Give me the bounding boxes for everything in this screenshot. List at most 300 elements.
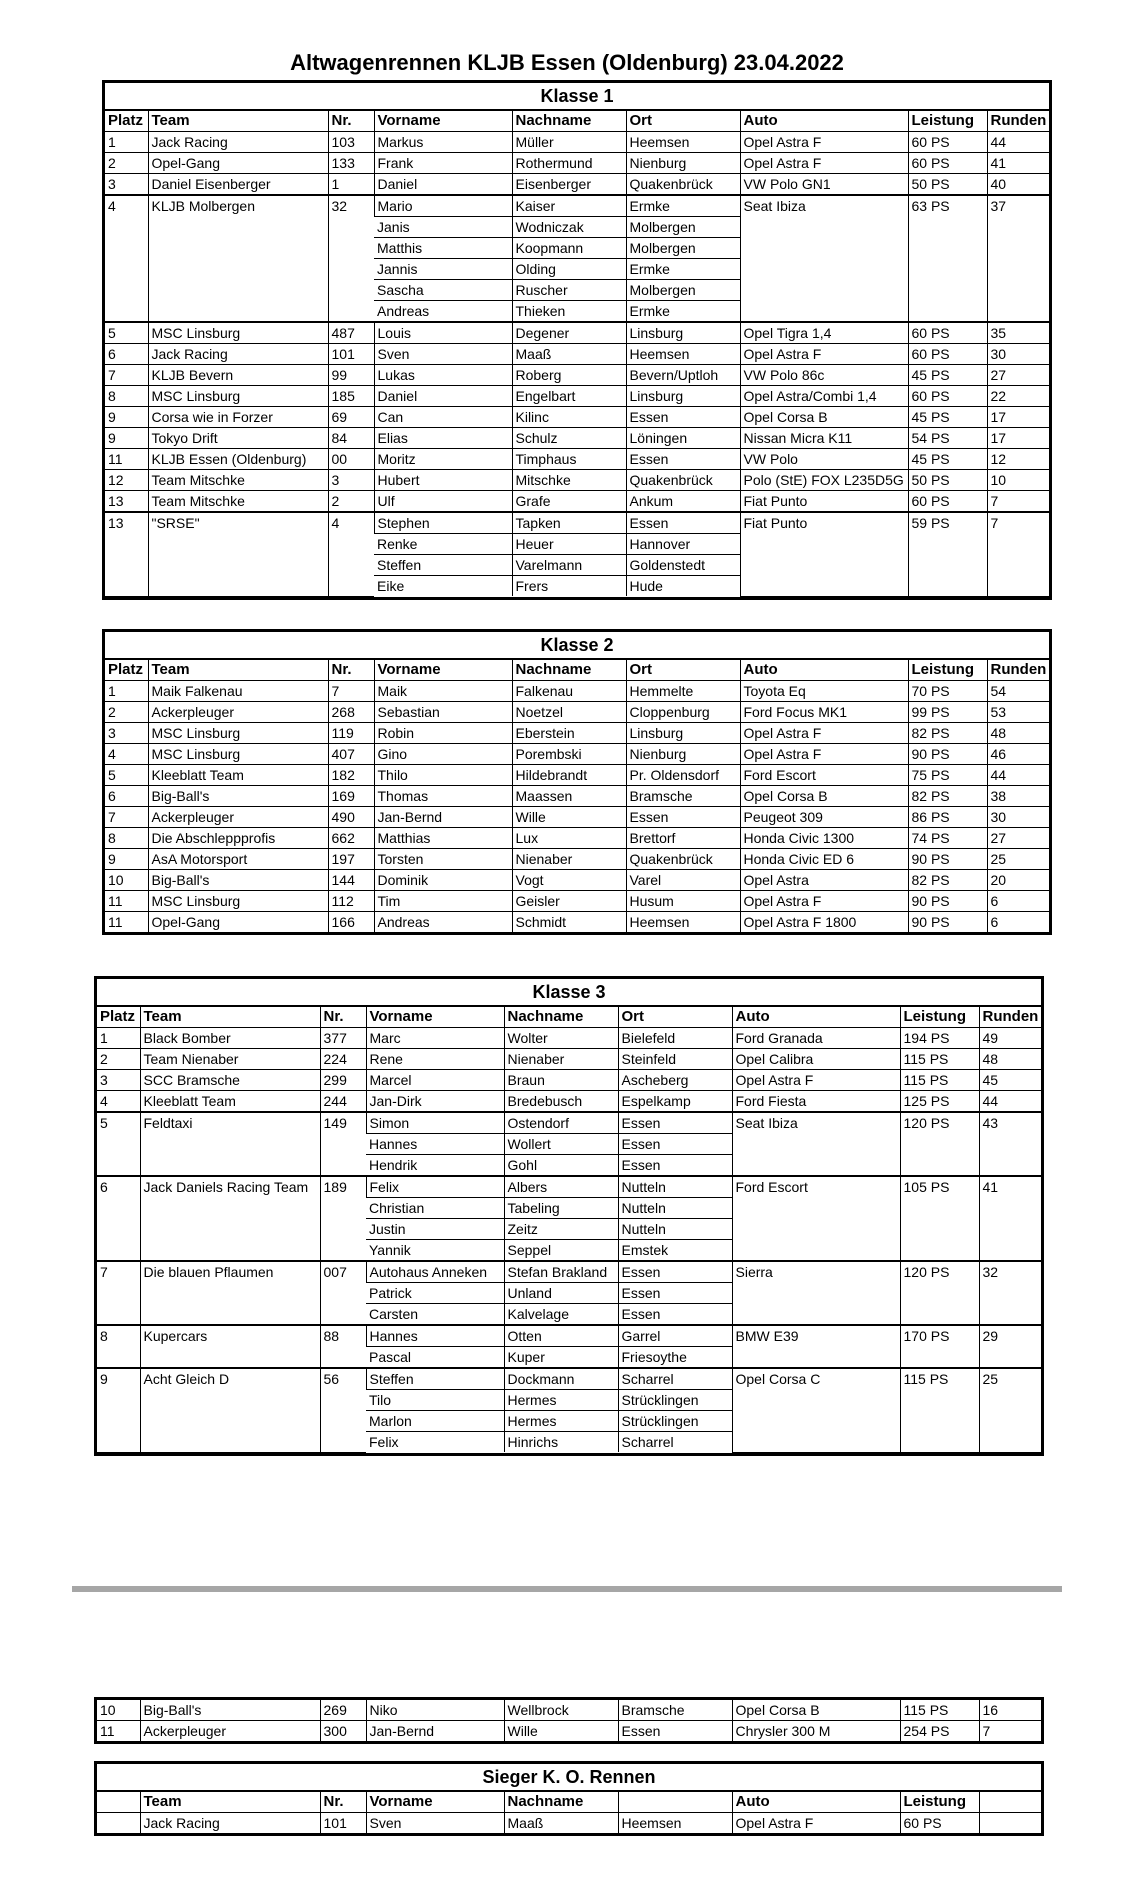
platz-cell: 13 — [105, 512, 148, 596]
header-nachname: Nachname — [512, 111, 626, 132]
ort-cell: Heemsen — [626, 344, 740, 365]
header-platz: Platz — [97, 1007, 140, 1028]
leistung-cell: 70 PS — [908, 681, 987, 702]
auto-cell: BMW E39 — [732, 1325, 900, 1368]
ort-cell: Molbergen — [626, 280, 740, 301]
runden-cell: 32 — [979, 1261, 1041, 1325]
table-row — [105, 512, 1049, 534]
runden-cell: 7 — [987, 512, 1049, 596]
table-row — [105, 786, 1049, 807]
vorname-cell: Andreas — [374, 301, 512, 323]
nr-cell: 99 — [328, 365, 374, 386]
auto-cell: Opel Corsa C — [732, 1368, 900, 1452]
nachname-cell: Degener — [512, 322, 626, 344]
nr-cell: 1 — [328, 174, 374, 196]
auto-cell: Ford Fiesta — [732, 1091, 900, 1113]
nachname-cell: Dockmann — [504, 1368, 618, 1390]
auto-cell: Opel Astra F — [740, 132, 908, 153]
nachname-cell: Unland — [504, 1283, 618, 1304]
runden-cell: 20 — [987, 870, 1049, 891]
header-runden: Runden — [979, 1007, 1041, 1028]
auto-cell: Opel Astra F — [732, 1070, 900, 1091]
auto-cell: Opel Tigra 1,4 — [740, 322, 908, 344]
runden-cell: 40 — [987, 174, 1049, 196]
nachname-cell: Engelbart — [512, 386, 626, 407]
table-row — [105, 681, 1049, 702]
table-row — [105, 365, 1049, 386]
nr-cell: 7 — [328, 681, 374, 702]
ort-cell: Essen — [618, 1283, 732, 1304]
table-row — [105, 132, 1049, 153]
leistung-cell: 115 PS — [900, 1049, 979, 1070]
platz-cell: 8 — [105, 828, 148, 849]
platz-cell: 5 — [105, 765, 148, 786]
team-cell: Big-Ball's — [148, 870, 328, 891]
vorname-cell: Lukas — [374, 365, 512, 386]
team-cell: Big-Ball's — [148, 786, 328, 807]
runden-cell: 12 — [987, 449, 1049, 470]
nachname-cell: Nienaber — [504, 1049, 618, 1070]
table-row — [105, 153, 1049, 174]
runden-cell: 27 — [987, 365, 1049, 386]
team-cell: Team Mitschke — [148, 491, 328, 513]
leistung-cell: 60 PS — [908, 491, 987, 513]
ort-cell: Scharrel — [618, 1432, 732, 1453]
nachname-cell: Frers — [512, 576, 626, 597]
runden-cell: 35 — [987, 322, 1049, 344]
auto-cell: Polo (StE) FOX L235D5G — [740, 470, 908, 491]
platz-cell: 8 — [105, 386, 148, 407]
auto-cell: Honda Civic 1300 — [740, 828, 908, 849]
ort-cell: Linsburg — [626, 386, 740, 407]
header-nr: Nr. — [328, 111, 374, 132]
runden-cell: 49 — [979, 1028, 1041, 1049]
team-cell: Die blauen Pflaumen — [140, 1261, 320, 1325]
nachname-cell: Wille — [512, 807, 626, 828]
table-row — [97, 1368, 1041, 1390]
header-vorname: Vorname — [366, 1007, 504, 1028]
leistung-cell: 120 PS — [900, 1261, 979, 1325]
ort-cell: Quakenbrück — [626, 174, 740, 196]
ort-cell: Ermke — [626, 195, 740, 217]
header-leistung: Leistung — [908, 660, 987, 681]
vorname-cell: Jannis — [374, 259, 512, 280]
ort-cell: Heemsen — [626, 912, 740, 933]
vorname-cell: Hannes — [366, 1325, 504, 1347]
table-row — [105, 702, 1049, 723]
runden-cell: 29 — [979, 1325, 1041, 1368]
nachname-cell: Stefan Brakland — [504, 1261, 618, 1283]
runden-cell: 7 — [979, 1721, 1041, 1742]
vorname-cell: Stephen — [374, 512, 512, 534]
ort-cell: Nienburg — [626, 744, 740, 765]
vorname-cell: Jan-Dirk — [366, 1091, 504, 1113]
auto-cell: Opel Astra F 1800 — [740, 912, 908, 933]
nr-cell: 185 — [328, 386, 374, 407]
header-ort — [618, 1792, 732, 1813]
ort-cell: Ankum — [626, 491, 740, 513]
leistung-cell: 115 PS — [900, 1070, 979, 1091]
ort-cell: Friesoythe — [618, 1347, 732, 1369]
platz-cell: 1 — [97, 1028, 140, 1049]
leistung-cell: 90 PS — [908, 912, 987, 933]
nr-cell: 2 — [328, 491, 374, 513]
team-cell: Corsa wie in Forzer — [148, 407, 328, 428]
leistung-cell: 45 PS — [908, 365, 987, 386]
ort-cell: Molbergen — [626, 238, 740, 259]
header-ort: Ort — [618, 1007, 732, 1028]
table-row — [105, 870, 1049, 891]
platz-cell: 5 — [97, 1112, 140, 1176]
nachname-cell: Hildebrandt — [512, 765, 626, 786]
auto-cell: Opel Astra F — [740, 153, 908, 174]
platz-cell: 5 — [105, 322, 148, 344]
nr-cell: 144 — [328, 870, 374, 891]
leistung-cell: 90 PS — [908, 891, 987, 912]
team-cell: Opel-Gang — [148, 912, 328, 933]
ort-cell: Löningen — [626, 428, 740, 449]
nr-cell: 101 — [320, 1813, 366, 1834]
auto-cell: Nissan Micra K11 — [740, 428, 908, 449]
header-runden: Runden — [987, 111, 1049, 132]
platz-cell: 7 — [97, 1261, 140, 1325]
runden-cell: 25 — [987, 849, 1049, 870]
sieger-table — [94, 1761, 1044, 1836]
nachname-cell: Noetzel — [512, 702, 626, 723]
table-row — [105, 491, 1049, 513]
leistung-cell: 45 PS — [908, 449, 987, 470]
ort-cell: Quakenbrück — [626, 849, 740, 870]
ort-cell: Steinfeld — [618, 1049, 732, 1070]
ort-cell: Emstek — [618, 1240, 732, 1262]
team-cell: Kupercars — [140, 1325, 320, 1368]
vorname-cell: Matthis — [374, 238, 512, 259]
auto-cell: Opel Astra/Combi 1,4 — [740, 386, 908, 407]
ort-cell: Ascheberg — [618, 1070, 732, 1091]
nachname-cell: Ostendorf — [504, 1112, 618, 1134]
runden-cell: 17 — [987, 428, 1049, 449]
nachname-cell: Geisler — [512, 891, 626, 912]
table-row — [105, 744, 1049, 765]
team-cell: Kleeblatt Team — [140, 1091, 320, 1113]
vorname-cell: Niko — [366, 1700, 504, 1721]
header-platz — [97, 1792, 140, 1813]
vorname-cell: Moritz — [374, 449, 512, 470]
ort-cell: Essen — [618, 1134, 732, 1155]
header-auto: Auto — [732, 1007, 900, 1028]
ort-cell: Bielefeld — [618, 1028, 732, 1049]
ort-cell: Heemsen — [626, 132, 740, 153]
ort-cell: Nutteln — [618, 1219, 732, 1240]
table-row — [105, 195, 1049, 217]
runden-cell: 37 — [987, 195, 1049, 322]
ort-cell: Essen — [618, 1304, 732, 1326]
platz-cell: 4 — [105, 195, 148, 322]
header-nachname: Nachname — [504, 1007, 618, 1028]
ort-cell: Molbergen — [626, 217, 740, 238]
nachname-cell: Falkenau — [512, 681, 626, 702]
platz-cell: 9 — [105, 849, 148, 870]
nachname-cell: Thieken — [512, 301, 626, 323]
vorname-cell: Patrick — [366, 1283, 504, 1304]
header-platz: Platz — [105, 660, 148, 681]
header-auto: Auto — [740, 660, 908, 681]
nr-cell: 662 — [328, 828, 374, 849]
nr-cell: 487 — [328, 322, 374, 344]
vorname-cell: Yannik — [366, 1240, 504, 1262]
runden-cell: 16 — [979, 1700, 1041, 1721]
nachname-cell: Roberg — [512, 365, 626, 386]
team-cell: MSC Linsburg — [148, 891, 328, 912]
nr-cell: 133 — [328, 153, 374, 174]
platz-cell: 11 — [100, 1723, 115, 1739]
platz-cell: 6 — [105, 786, 148, 807]
auto-cell: Chrysler 300 M — [732, 1721, 900, 1742]
leistung-cell: 60 PS — [900, 1813, 979, 1834]
platz-cell: 8 — [97, 1325, 140, 1368]
auto-cell: Seat Ibiza — [732, 1112, 900, 1176]
sieger-title: Sieger K. O. Rennen — [97, 1764, 1041, 1792]
nr-cell: 189 — [320, 1176, 366, 1261]
nachname-cell: Nienaber — [512, 849, 626, 870]
auto-cell: Ford Focus MK1 — [740, 702, 908, 723]
ort-cell: Essen — [618, 1155, 732, 1177]
ort-cell: Hannover — [626, 534, 740, 555]
header-row — [97, 1007, 1041, 1028]
nr-cell: 119 — [328, 723, 374, 744]
vorname-cell: Mario — [374, 195, 512, 217]
nachname-cell: Kalvelage — [504, 1304, 618, 1326]
vorname-cell: Hubert — [374, 470, 512, 491]
team-cell: Ackerpleuger — [148, 807, 328, 828]
table-row — [105, 828, 1049, 849]
platz-cell: 11 — [105, 449, 148, 470]
leistung-cell: 60 PS — [908, 153, 987, 174]
nachname-cell: Vogt — [512, 870, 626, 891]
ort-cell: Pr. Oldensdorf — [626, 765, 740, 786]
table-row — [105, 765, 1049, 786]
vorname-cell: Thomas — [374, 786, 512, 807]
nachname-cell: Koopmann — [512, 238, 626, 259]
ort-cell: Essen — [618, 1721, 732, 1742]
platz-cell: 9 — [97, 1368, 140, 1452]
platz-cell: 2 — [105, 153, 148, 174]
team-cell: KLJB Molbergen — [148, 195, 328, 322]
table-row — [97, 1325, 1041, 1347]
nachname-cell: Schulz — [512, 428, 626, 449]
nr-cell: 007 — [320, 1261, 366, 1325]
platz-cell: 9 — [105, 407, 148, 428]
klasse-2-title: Klasse 2 — [105, 632, 1049, 660]
nachname-cell: Olding — [512, 259, 626, 280]
table-row — [97, 1028, 1041, 1049]
vorname-cell: Louis — [374, 322, 512, 344]
runden-cell: 7 — [987, 491, 1049, 513]
platz-cell: 4 — [105, 744, 148, 765]
klasse2-grid — [105, 660, 1049, 932]
auto-cell: VW Polo — [740, 449, 908, 470]
header-runden: Runden — [987, 660, 1049, 681]
table-row — [97, 1813, 1041, 1834]
vorname-cell: Sven — [374, 344, 512, 365]
team-cell: Kleeblatt Team — [148, 765, 328, 786]
header-ort: Ort — [626, 660, 740, 681]
nachname-cell: Tapken — [512, 512, 626, 534]
leistung-cell: 60 PS — [908, 322, 987, 344]
nachname-cell: Grafe — [512, 491, 626, 513]
team-cell: Jack Racing — [140, 1813, 320, 1834]
nachname-cell: Kuper — [504, 1347, 618, 1369]
vorname-cell: Eike — [377, 578, 405, 594]
nr-cell: 407 — [328, 744, 374, 765]
klasse1-grid — [105, 111, 1049, 597]
auto-cell: Peugeot 309 — [740, 807, 908, 828]
runden-cell: 41 — [979, 1176, 1041, 1261]
ort-cell: Essen — [618, 1112, 732, 1134]
table-row — [97, 1049, 1041, 1070]
table-row — [105, 807, 1049, 828]
nachname-cell: Hinrichs — [504, 1432, 618, 1453]
table-row — [97, 1091, 1041, 1113]
ort-cell: Nutteln — [618, 1176, 732, 1198]
platz-cell: 7 — [105, 807, 148, 828]
leistung-cell: 82 PS — [908, 723, 987, 744]
leistung-cell: 170 PS — [900, 1325, 979, 1368]
platz-cell: 6 — [97, 1176, 140, 1261]
ort-cell: Brettorf — [626, 828, 740, 849]
table-row — [105, 891, 1049, 912]
header-team: Team — [148, 660, 328, 681]
nr-cell: 88 — [320, 1325, 366, 1368]
runden-cell: 44 — [979, 1091, 1041, 1113]
header-ort: Ort — [626, 111, 740, 132]
ort-cell: Linsburg — [626, 723, 740, 744]
ort-cell: Essen — [618, 1261, 732, 1283]
nachname-cell: Hermes — [504, 1390, 618, 1411]
runden-cell: 38 — [987, 786, 1049, 807]
platz-cell: 3 — [97, 1070, 140, 1091]
ort-cell: Scharrel — [618, 1368, 732, 1390]
auto-cell: Ford Escort — [732, 1176, 900, 1261]
nr-cell: 300 — [320, 1721, 366, 1742]
vorname-cell: Tilo — [366, 1390, 504, 1411]
ort-cell: Quakenbrück — [626, 470, 740, 491]
runden-cell: 6 — [987, 891, 1049, 912]
runden-cell: 45 — [979, 1070, 1041, 1091]
vorname-cell: Daniel — [374, 386, 512, 407]
nachname-cell: Braun — [504, 1070, 618, 1091]
auto-cell: Opel Astra F — [740, 723, 908, 744]
platz-cell: 11 — [105, 891, 148, 912]
ort-cell: Ermke — [626, 301, 740, 323]
runden-cell: 22 — [987, 386, 1049, 407]
nachname-cell: Wollert — [504, 1134, 618, 1155]
team-cell: MSC Linsburg — [148, 744, 328, 765]
vorname-cell: Hendrik — [366, 1155, 504, 1177]
platz-cell: 4 — [97, 1091, 140, 1113]
ort-cell: Bramsche — [618, 1700, 732, 1721]
header-leistung: Leistung — [908, 111, 987, 132]
nachname-cell: Kilinc — [512, 407, 626, 428]
platz-cell: 2 — [97, 1049, 140, 1070]
team-cell: Jack Daniels Racing Team — [140, 1176, 320, 1261]
runden-cell: 44 — [987, 132, 1049, 153]
runden-cell: 27 — [987, 828, 1049, 849]
vorname-cell: Renke — [374, 534, 512, 555]
nachname-cell: Maaß — [504, 1813, 618, 1834]
vorname-cell: Felix — [369, 1434, 399, 1450]
header-vorname: Vorname — [374, 660, 512, 681]
sieger-grid — [97, 1792, 1041, 1833]
ort-cell: Espelkamp — [618, 1091, 732, 1113]
ort-cell: Cloppenburg — [626, 702, 740, 723]
leistung-cell: 86 PS — [908, 807, 987, 828]
auto-cell: Opel Astra F — [740, 744, 908, 765]
vorname-cell: Felix — [366, 1176, 504, 1198]
auto-cell: Ford Granada — [732, 1028, 900, 1049]
vorname-cell: Steffen — [374, 555, 512, 576]
team-cell: Ackerpleuger — [140, 1721, 320, 1742]
ort-cell: Ermke — [626, 259, 740, 280]
vorname-cell: Marc — [366, 1028, 504, 1049]
nachname-cell: Eberstein — [512, 723, 626, 744]
leistung-cell: 82 PS — [908, 786, 987, 807]
nr-cell: 149 — [320, 1112, 366, 1176]
nachname-cell: Wellbrock — [504, 1700, 618, 1721]
leistung-cell: 50 PS — [908, 470, 987, 491]
runden-cell: 10 — [987, 470, 1049, 491]
header-team: Team — [140, 1792, 320, 1813]
vorname-cell: Carsten — [366, 1304, 504, 1326]
klasse-1-table — [102, 80, 1052, 600]
nachname-cell: Zeitz — [504, 1219, 618, 1240]
nr-cell: 56 — [320, 1368, 366, 1452]
vorname-cell: Dominik — [374, 870, 512, 891]
auto-cell: Honda Civic ED 6 — [740, 849, 908, 870]
auto-cell: Opel Astra F — [740, 891, 908, 912]
nr-cell: 112 — [328, 891, 374, 912]
platz-cell: 10 — [97, 1700, 140, 1721]
nachname-cell: Kaiser — [512, 195, 626, 217]
table-row — [105, 449, 1049, 470]
leistung-cell: 75 PS — [908, 765, 987, 786]
nachname-cell: Otten — [504, 1325, 618, 1347]
vorname-cell: Simon — [366, 1112, 504, 1134]
ort-cell: Nienburg — [626, 153, 740, 174]
vorname-cell: Pascal — [366, 1347, 504, 1369]
team-cell: Team Mitschke — [148, 470, 328, 491]
table-row — [105, 849, 1049, 870]
ort-cell: Nutteln — [618, 1198, 732, 1219]
auto-cell: Sierra — [732, 1261, 900, 1325]
auto-cell: Opel Corsa B — [740, 786, 908, 807]
nr-cell: 269 — [320, 1700, 366, 1721]
nr-cell: 197 — [328, 849, 374, 870]
nachname-cell: Maaß — [512, 344, 626, 365]
team-cell: Acht Gleich D — [140, 1368, 320, 1452]
klasse-3-table — [94, 976, 1044, 1456]
ort-cell: Husum — [626, 891, 740, 912]
nr-cell: 84 — [328, 428, 374, 449]
header-runden — [979, 1792, 1041, 1813]
header-auto: Auto — [732, 1792, 900, 1813]
nr-cell: 268 — [328, 702, 374, 723]
klasse-2-table — [102, 629, 1052, 935]
ort-cell: Essen — [626, 407, 740, 428]
auto-cell: VW Polo 86c — [740, 365, 908, 386]
vorname-cell: Jan-Bernd — [366, 1721, 504, 1742]
ort-cell: Essen — [626, 449, 740, 470]
